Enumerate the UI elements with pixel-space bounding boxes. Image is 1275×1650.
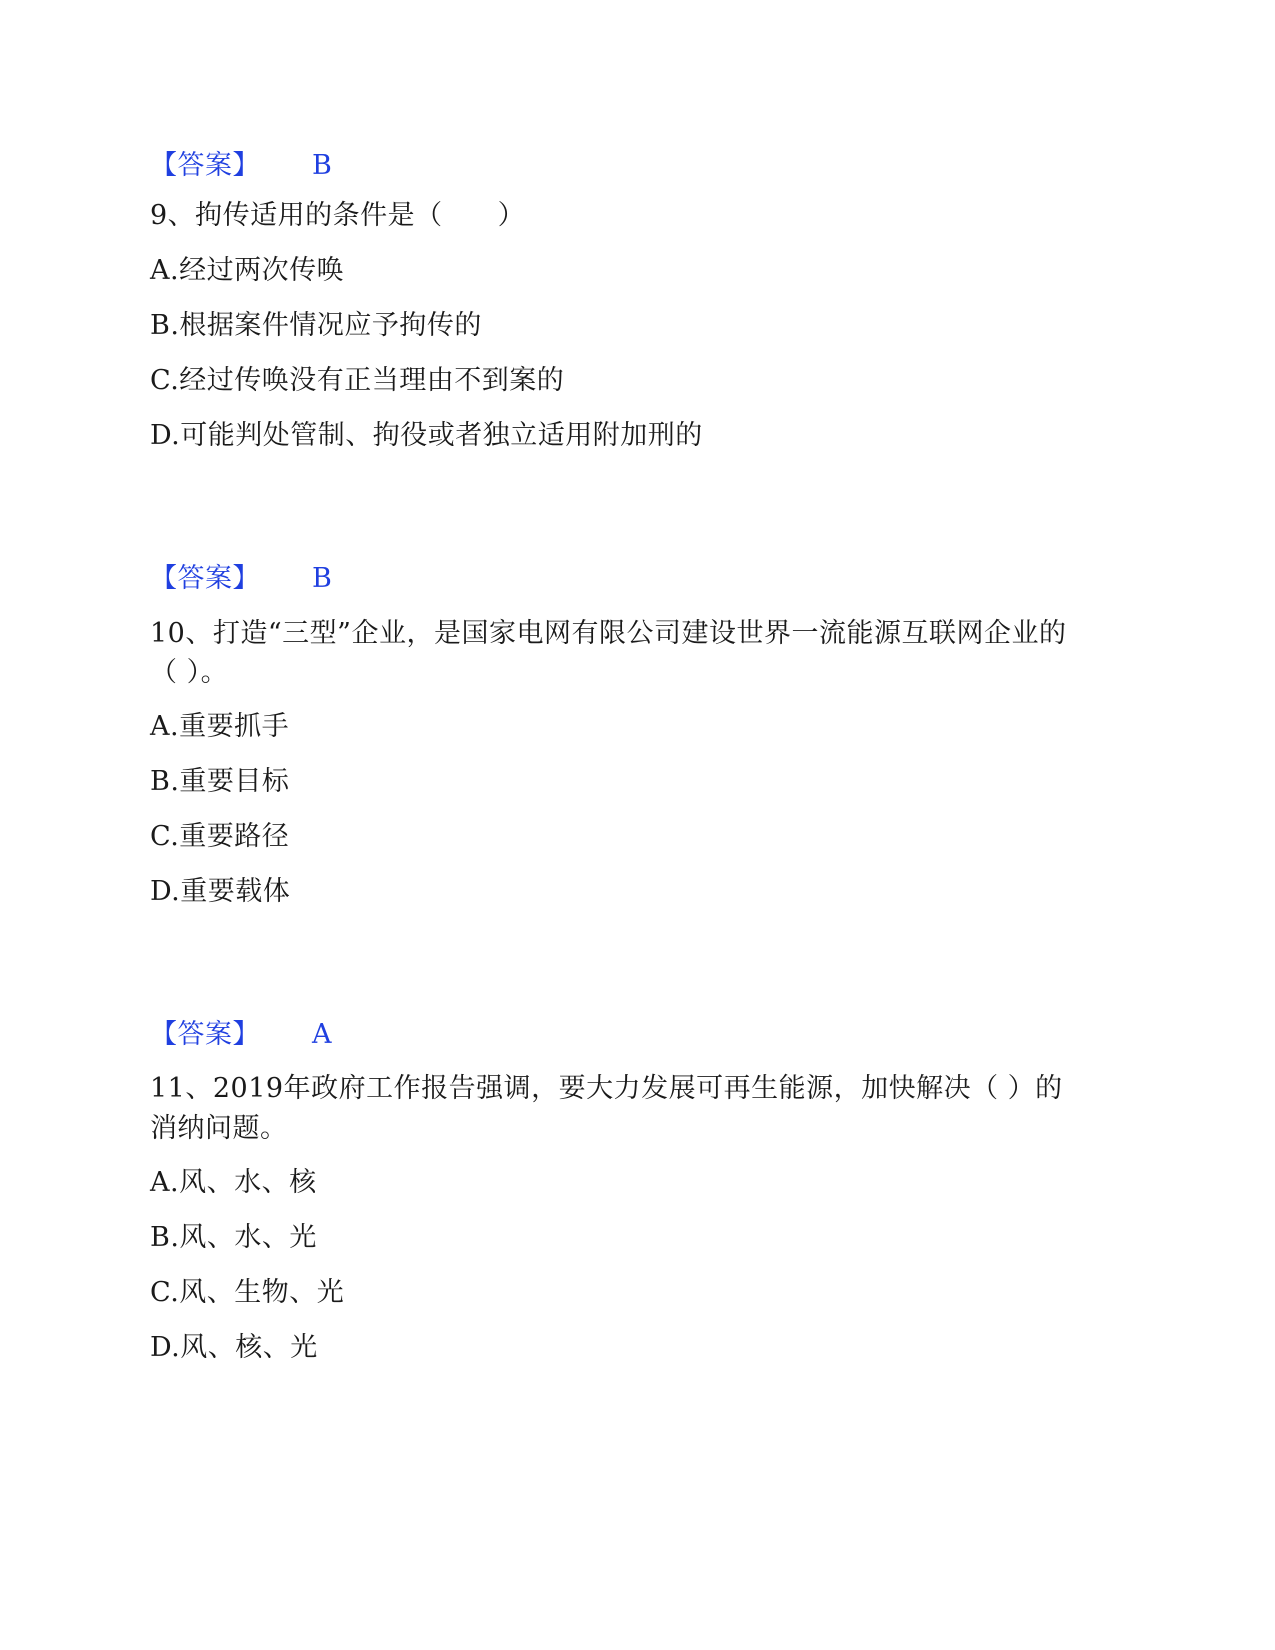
answer-label: 【答案】 bbox=[150, 1019, 260, 1050]
question-9: 9、拘传适用的条件是（ ） bbox=[150, 200, 526, 231]
question-10-line-2: （ ）。 bbox=[150, 657, 229, 688]
option-a: A.风、水、核 bbox=[150, 1167, 317, 1198]
option-b: B.根据案件情况应予拘传的 bbox=[150, 310, 482, 341]
question-11-line-1: 11、2019年政府工作报告强调，要大力发展可再生能源，加快解决（ ）的 bbox=[150, 1073, 1063, 1104]
option-a: A.经过两次传唤 bbox=[150, 255, 345, 286]
answer-value: B bbox=[312, 563, 333, 594]
answer-label: 【答案】 bbox=[150, 150, 260, 181]
answer-value: B bbox=[312, 150, 333, 181]
option-d: D.重要载体 bbox=[150, 876, 291, 907]
answer-line-3 bbox=[150, 1019, 332, 1051]
option-d: D.风、核、光 bbox=[150, 1332, 318, 1363]
option-b: B.重要目标 bbox=[150, 766, 290, 797]
option-b: B.风、水、光 bbox=[150, 1222, 317, 1253]
answer-label: 【答案】 bbox=[150, 563, 260, 594]
answer-line-2 bbox=[150, 563, 332, 595]
answer-line-1 bbox=[150, 150, 332, 182]
option-d: D.可能判处管制、拘役或者独立适用附加刑的 bbox=[150, 420, 703, 451]
option-c: C.风、生物、光 bbox=[150, 1277, 345, 1308]
option-c: C.重要路径 bbox=[150, 821, 290, 852]
answer-value: A bbox=[312, 1019, 332, 1050]
option-c: C.经过传唤没有正当理由不到案的 bbox=[150, 365, 565, 396]
option-a: A.重要抓手 bbox=[150, 711, 290, 742]
question-10-line-1: 10、打造“三型”企业，是国家电网有限公司建设世界一流能源互联网企业的 bbox=[150, 618, 1067, 649]
question-11-line-2: 消纳问题。 bbox=[150, 1113, 288, 1144]
